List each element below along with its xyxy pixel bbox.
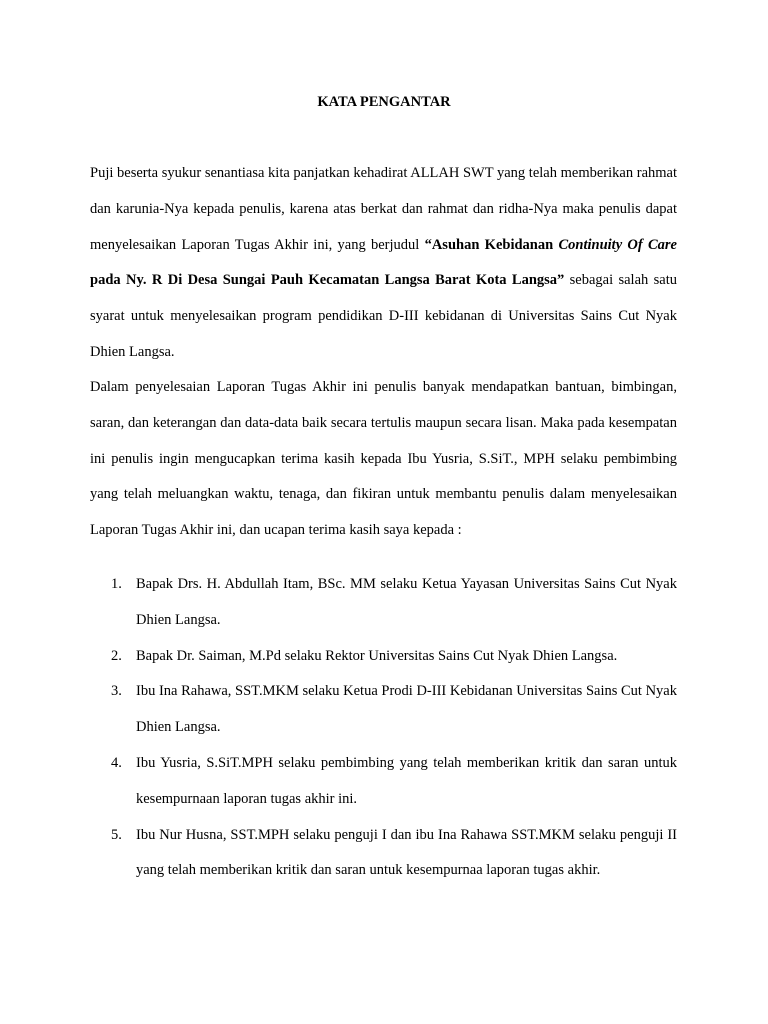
list-item-text: Bapak Dr. Saiman, M.Pd selaku Rektor Universitas Sains Cut Nyak Dhien Langsa.	[136, 647, 618, 664]
report-title-bold-1: “Asuhan Kebidanan	[424, 236, 554, 253]
report-title-bold-2: pada Ny. R Di Desa Sungai Pauh Kecamatan Langsa Barat Kota Langsa”	[90, 272, 565, 289]
report-title-italic: Continuity Of Care	[558, 236, 677, 253]
list-item-number: 5.	[111, 826, 122, 843]
list-item	[90, 639, 677, 675]
list-item-text: Ibu Nur Husna, SST.MPH selaku penguji I dan ibu Ina Rahawa SST.MKM selaku penguji II yang telah memberikan kritik dan saran untuk kesempurnaa laporan tugas akhir.	[136, 826, 677, 879]
list-item-number: 1.	[111, 576, 122, 592]
list-item	[90, 567, 677, 639]
list-item-number: 2.	[111, 647, 122, 664]
list-item-text: Ibu Yusria, S.SiT.MPH selaku pembimbing yang telah memberikan kritik dan saran untuk kesempurnaan laporan tugas akhir ini.	[136, 754, 677, 807]
paragraph-intro-text-2: sebagai salah satu syarat untuk menyelesaikan program pendidikan D-III kebidanan di Universitas Sains Cut Nyak Dhien Langsa.	[90, 272, 677, 360]
page-title: KATA PENGANTAR	[317, 94, 451, 110]
list-item	[90, 674, 677, 746]
paragraph-intro-text-1: Puji beserta syukur senantiasa kita panjatkan kehadirat ALLAH SWT yang telah memberikan rahmat dan karunia-Nya kepada penulis, karena atas berkat dan rahmat dan ridha-Nya maka penulis dapat menyelesaikan Laporan Tugas Akhir ini, yang berjudul	[90, 165, 677, 253]
list-item-text: Bapak Drs. H. Abdullah Itam, BSc. MM selaku Ketua Yayasan Universitas Sains Cut Nyak Dhien Langsa.	[136, 576, 677, 628]
list-item-text: Ibu Ina Rahawa, SST.MKM selaku Ketua Prodi D-III Kebidanan Universitas Sains Cut Nyak Dhien Langsa.	[136, 683, 677, 736]
list-item	[90, 746, 677, 818]
paragraph-thanks: Dalam penyelesaian Laporan Tugas Akhir ini penulis banyak mendapatkan bantuan, bimbingan, saran, dan keterangan dan data-data baik secara tertulis maupun secara lisan. Maka pada kesempatan ini penulis ingin mengucapkan terima kasih kepada Ibu Yusria, S.SiT., MPH selaku pembimbing yang telah meluangkan waktu, tenaga, dan fikiran untuk membantu penulis dalam menyelesaikan Laporan Tugas Akhir ini, dan ucapan terima kasih saya kepada :	[90, 379, 677, 539]
acknowledgement-list	[90, 567, 677, 889]
list-item-number: 4.	[111, 754, 122, 771]
list-item-number: 3.	[111, 683, 122, 700]
paragraph-intro	[90, 156, 677, 371]
list-item	[90, 818, 677, 890]
